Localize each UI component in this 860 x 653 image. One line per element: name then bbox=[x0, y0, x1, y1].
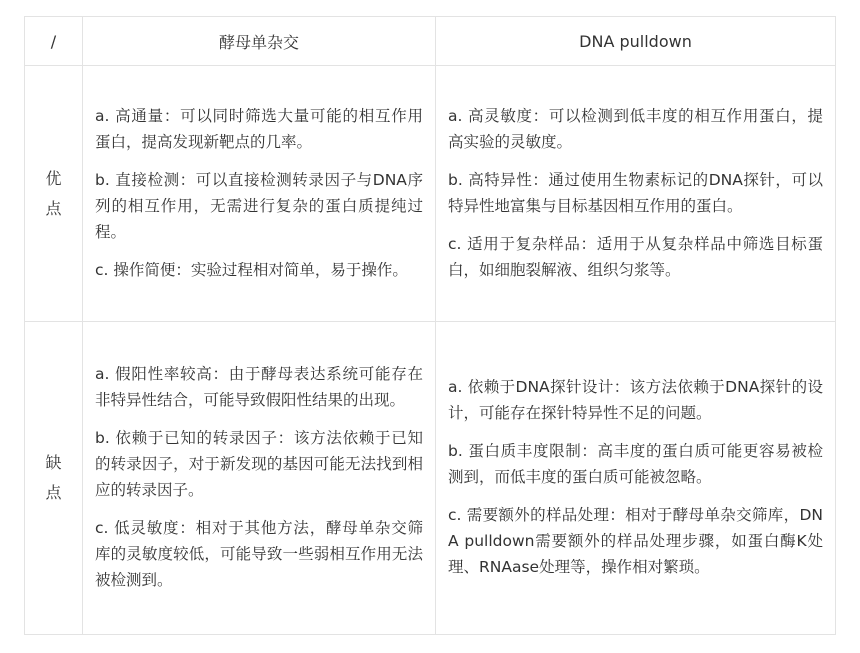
list-item: c. 需要额外的样品处理：相对于酵母单杂交筛库，DNA pulldown需要额外的样品处理步骤，如蛋白酶K处理、RNAase处理等，操作相对繁琐。 bbox=[448, 506, 823, 576]
row-label-char: 点 bbox=[45, 483, 62, 502]
row-label-char: 点 bbox=[45, 198, 62, 218]
cell-dna-disadvantages bbox=[436, 322, 836, 635]
list-item: b. 高特异性：通过使用生物素标记的DNA探针，可以特异性地富集与目标基因相互作用的蛋白。 bbox=[448, 170, 823, 215]
row-label-char: 缺 bbox=[45, 453, 62, 472]
row-label-char: 优 bbox=[45, 168, 62, 188]
row-label-advantages bbox=[25, 66, 83, 322]
header-dna-pulldown: DNA pulldown bbox=[436, 17, 836, 66]
list-item: b. 依赖于已知的转录因子：该方法依赖于已知的转录因子，对于新发现的基因可能无法找到相应的转录因子。 bbox=[95, 429, 423, 499]
list-item: a. 依赖于DNA探针设计：该方法依赖于DNA探针的设计，可能存在探针特异性不足的问题。 bbox=[448, 378, 823, 422]
list-item: a. 高通量：可以同时筛选大量可能的相互作用蛋白，提高发现新靶点的几率。 bbox=[95, 106, 423, 151]
list-item: a. 高灵敏度：可以检测到低丰度的相互作用蛋白，提高实验的灵敏度。 bbox=[448, 106, 823, 151]
list-item: c. 低灵敏度：相对于其他方法，酵母单杂交筛库的灵敏度较低，可能导致一些弱相互作用无法被检测到。 bbox=[95, 519, 423, 589]
list-item: a. 假阳性率较高：由于酵母表达系统可能存在非特异性结合，可能导致假阳性结果的出现。 bbox=[95, 365, 423, 409]
comparison-table bbox=[24, 16, 836, 635]
cell-yeast-disadvantages bbox=[83, 322, 436, 635]
table-row-disadvantages bbox=[25, 322, 836, 635]
list-item: c. 操作简便：实验过程相对简单，易于操作。 bbox=[95, 260, 408, 279]
row-label-disadvantages bbox=[25, 322, 83, 635]
cell-dna-advantages bbox=[436, 66, 836, 322]
comparison-table-container bbox=[24, 16, 835, 635]
header-corner: / bbox=[25, 17, 83, 66]
table-row-advantages bbox=[25, 66, 836, 322]
list-item: b. 直接检测：可以直接检测转录因子与DNA序列的相互作用，无需进行复杂的蛋白质提纯过程。 bbox=[95, 170, 423, 241]
list-item: c. 适用于复杂样品：适用于从复杂样品中筛选目标蛋白，如细胞裂解液、组织匀浆等。 bbox=[448, 234, 823, 279]
header-yeast-one-hybrid: 酵母单杂交 bbox=[83, 17, 436, 66]
cell-yeast-advantages bbox=[83, 66, 436, 322]
list-item: b. 蛋白质丰度限制：高丰度的蛋白质可能更容易被检测到，而低丰度的蛋白质可能被忽略。 bbox=[448, 442, 823, 486]
header-row bbox=[25, 17, 836, 66]
